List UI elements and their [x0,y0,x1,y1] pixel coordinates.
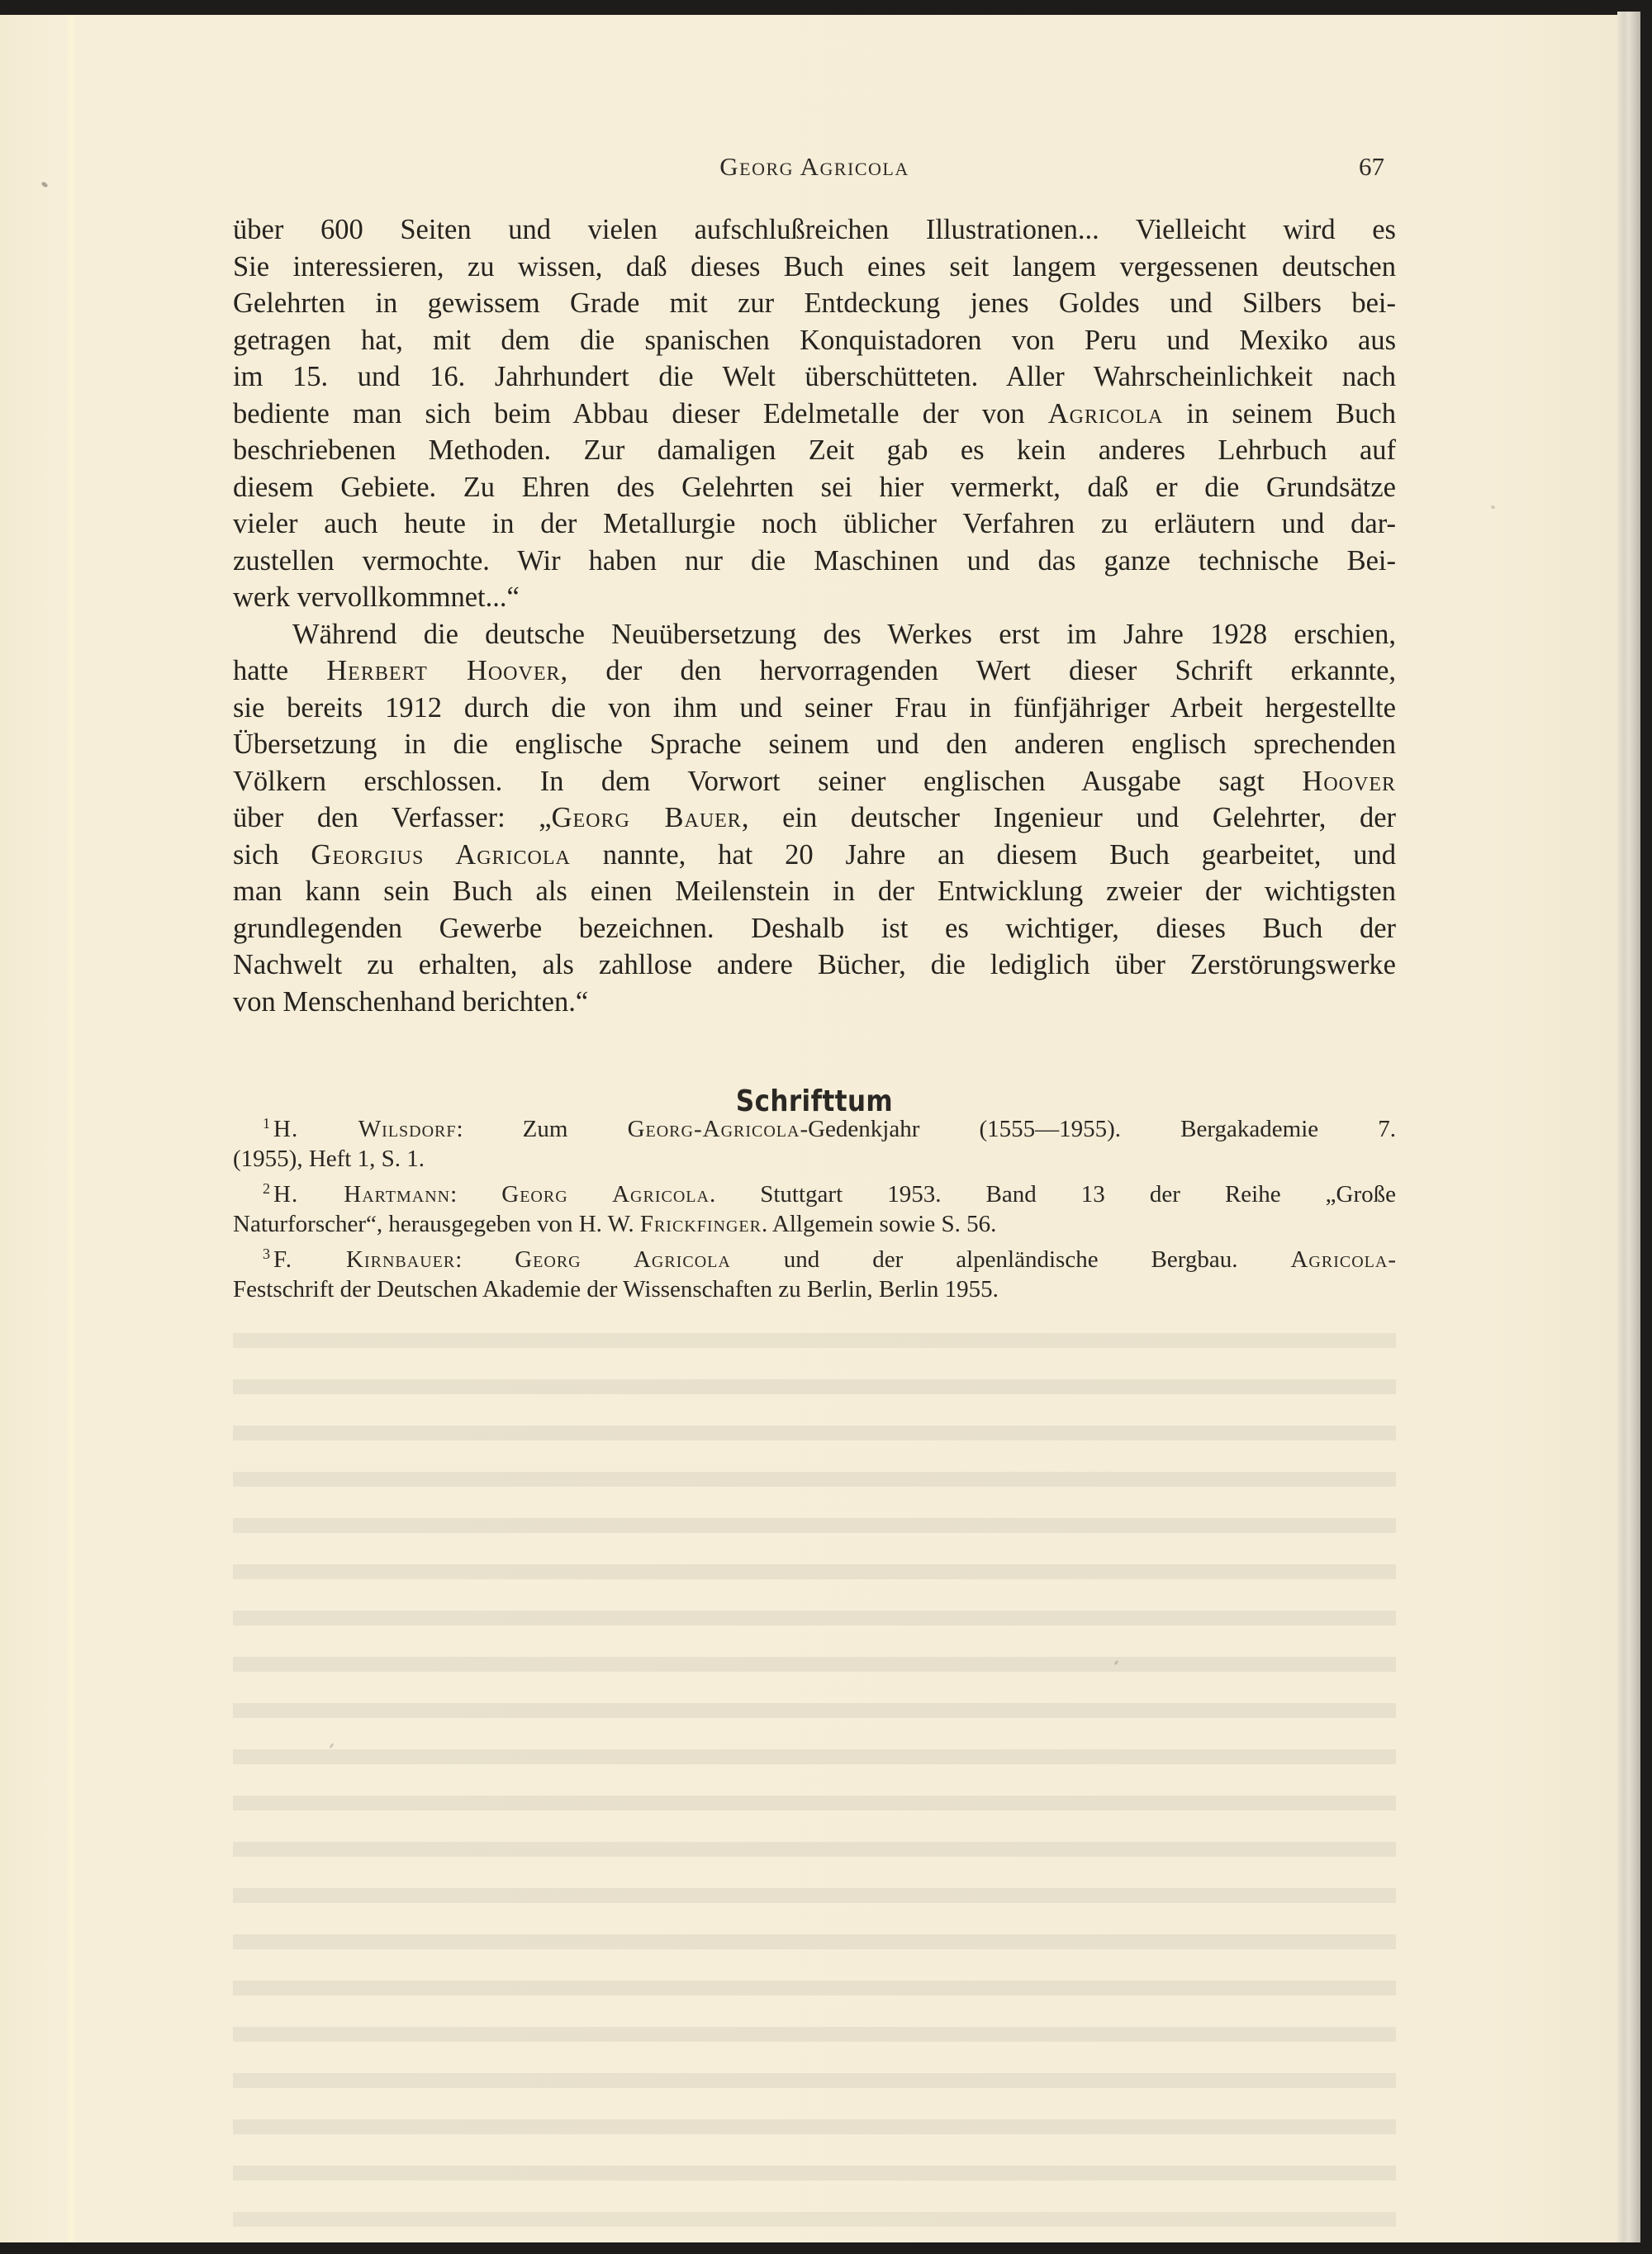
reference-author: H. Hartmann [273,1181,451,1208]
text-line: werk vervollkommnet...“ [233,581,520,613]
text-line: Während die deutsche Neuübersetzung des Werkes erst im Jahre 1928 erschien, [292,618,1396,650]
running-head [233,149,1396,185]
reference-author: H. Wilsdorf [273,1116,457,1142]
page-stack-edge [1617,12,1640,2244]
text-line [233,800,1396,837]
person-name: Georg Bauer [551,802,742,833]
text-run: - [1388,1246,1396,1273]
text-line [233,652,1396,690]
person-name: Georg-Agricola [627,1116,800,1142]
text-run: sich [233,838,311,871]
text-line [233,837,1396,874]
person-name: Georg Agricola [501,1181,710,1208]
running-title: Georg Agricola [719,152,909,181]
text-run: , der den hervorragenden Wert dieser Schrift erkannte, [560,655,1397,686]
footnote-number: 1 [263,1115,270,1132]
text-line: im 15. und 16. Jahrhundert die Welt überschütteten. Aller Wahrscheinlichkeit nach [233,361,1396,392]
person-name: Agricola [1290,1246,1389,1273]
person-name: Herbert Hoover [326,655,561,686]
text-line: sie bereits 1912 durch die von ihm und seiner Frau in fünfjähriger Arbeit hergestellte [233,691,1396,724]
paragraph [233,211,1396,616]
section-heading: Schrifttum [735,1084,894,1118]
footnote-number: 2 [263,1180,270,1197]
text-line: vieler auch heute in der Metallurgie noch üblicher Verfahren zu erläutern und dar- [233,508,1396,539]
text-run: . Stuttgart 1953. Band 13 der Reihe „Große [709,1181,1396,1208]
text-run: -Gedenkjahr (1555—1955). Bergakademie 7. [800,1116,1396,1142]
text-line: über 600 Seiten und vielen aufschlußreichen Illustrationen... Vielleicht wird es [233,214,1396,245]
person-name: Frickfinger [639,1211,762,1237]
text-run: Naturforscher“, herausgegeben von H. W. [233,1211,640,1237]
text-line [233,1239,1396,1274]
person-name: Hoover [1302,765,1396,797]
text-line: getragen hat, mit dem die spanischen Konquistadoren von Peru und Mexiko aus [233,324,1396,356]
text-run: Völkern erschlossen. In dem Vorwort seiner englischen Ausgabe sagt [233,765,1303,797]
text-run: : [450,1181,502,1208]
text-line: Gelehrten in gewissem Grade mit zur Entdeckung jenes Goldes und Silbers bei- [233,287,1396,319]
footnote-number: 3 [263,1246,270,1262]
reference-item [233,1239,1396,1304]
text-line: diesem Gebiete. Zu Ehren des Gelehrten sei hier vermerkt, daß er die Grundsätze [233,471,1396,503]
text-line [233,396,1396,433]
text-run: bediente man sich beim Abbau dieser Edelmetalle der von [233,397,1048,429]
text-line [233,1209,1396,1239]
text-line: Festschrift der Deutschen Akademie der Wissenschaften zu Berlin, Berlin 1955. [233,1276,999,1303]
text-run: in seinem Buch [1163,397,1396,429]
page-fold-highlight [66,15,76,2242]
references-list [233,1108,1396,1304]
text-line: beschriebenen Methoden. Zur damaligen Zeit gab es kein anderes Lehrbuch auf [233,434,1396,466]
person-name: Agricola [1047,397,1164,429]
page-number: 67 [1359,152,1384,181]
body-text [233,211,1396,1020]
text-run: : Zum [456,1116,628,1142]
text-line: Übersetzung in die englische Sprache seinem und den anderen englisch sprechenden [233,728,1396,760]
person-name: Georg Agricola [515,1246,731,1273]
reference-item [233,1108,1396,1174]
person-name: Georgius Agricola [311,838,571,871]
text-line: von Menschenhand berichten.“ [233,985,589,1018]
text-run: . Allgemein sowie S. 56. [761,1211,997,1237]
text-line: Nachwelt zu erhalten, als zahllose andere Bücher, die lediglich über Zerstörungswerke [233,949,1396,980]
text-line: Sie interessieren, zu wissen, daß dieses Buch eines seit langem vergessenen deutschen [233,250,1396,282]
reference-item [233,1174,1396,1239]
text-run: über den Verfasser: „ [233,802,552,833]
text-line: grundlegenden Gewerbe bezeichnen. Deshalb ist es wichtiger, dieses Buch der [233,912,1396,944]
text-run: , ein deutscher Ingenieur und Gelehrter, der [741,802,1396,833]
paragraph [233,616,1396,1021]
reference-author: F. Kirnbauer [273,1246,456,1273]
bleed-through-text [233,1322,1396,2247]
text-line: zustellen vermochte. Wir haben nur die Maschinen und das ganze technische Bei- [233,544,1396,577]
text-line: (1955), Heft 1, S. 1. [233,1146,425,1172]
text-run: : [455,1246,515,1273]
text-run: hatte [233,655,327,686]
text-line: man kann sein Buch als einen Meilenstein in der Entwicklung zweier der wichtigsten [233,876,1396,907]
text-run: nannte, hat 20 Jahre an diesem Buch gearbeitet, und [570,838,1396,871]
text-run: und der alpenländische Bergbau. [730,1246,1291,1273]
text-line [233,1174,1396,1209]
text-line [233,1108,1396,1144]
text-line [233,763,1396,800]
